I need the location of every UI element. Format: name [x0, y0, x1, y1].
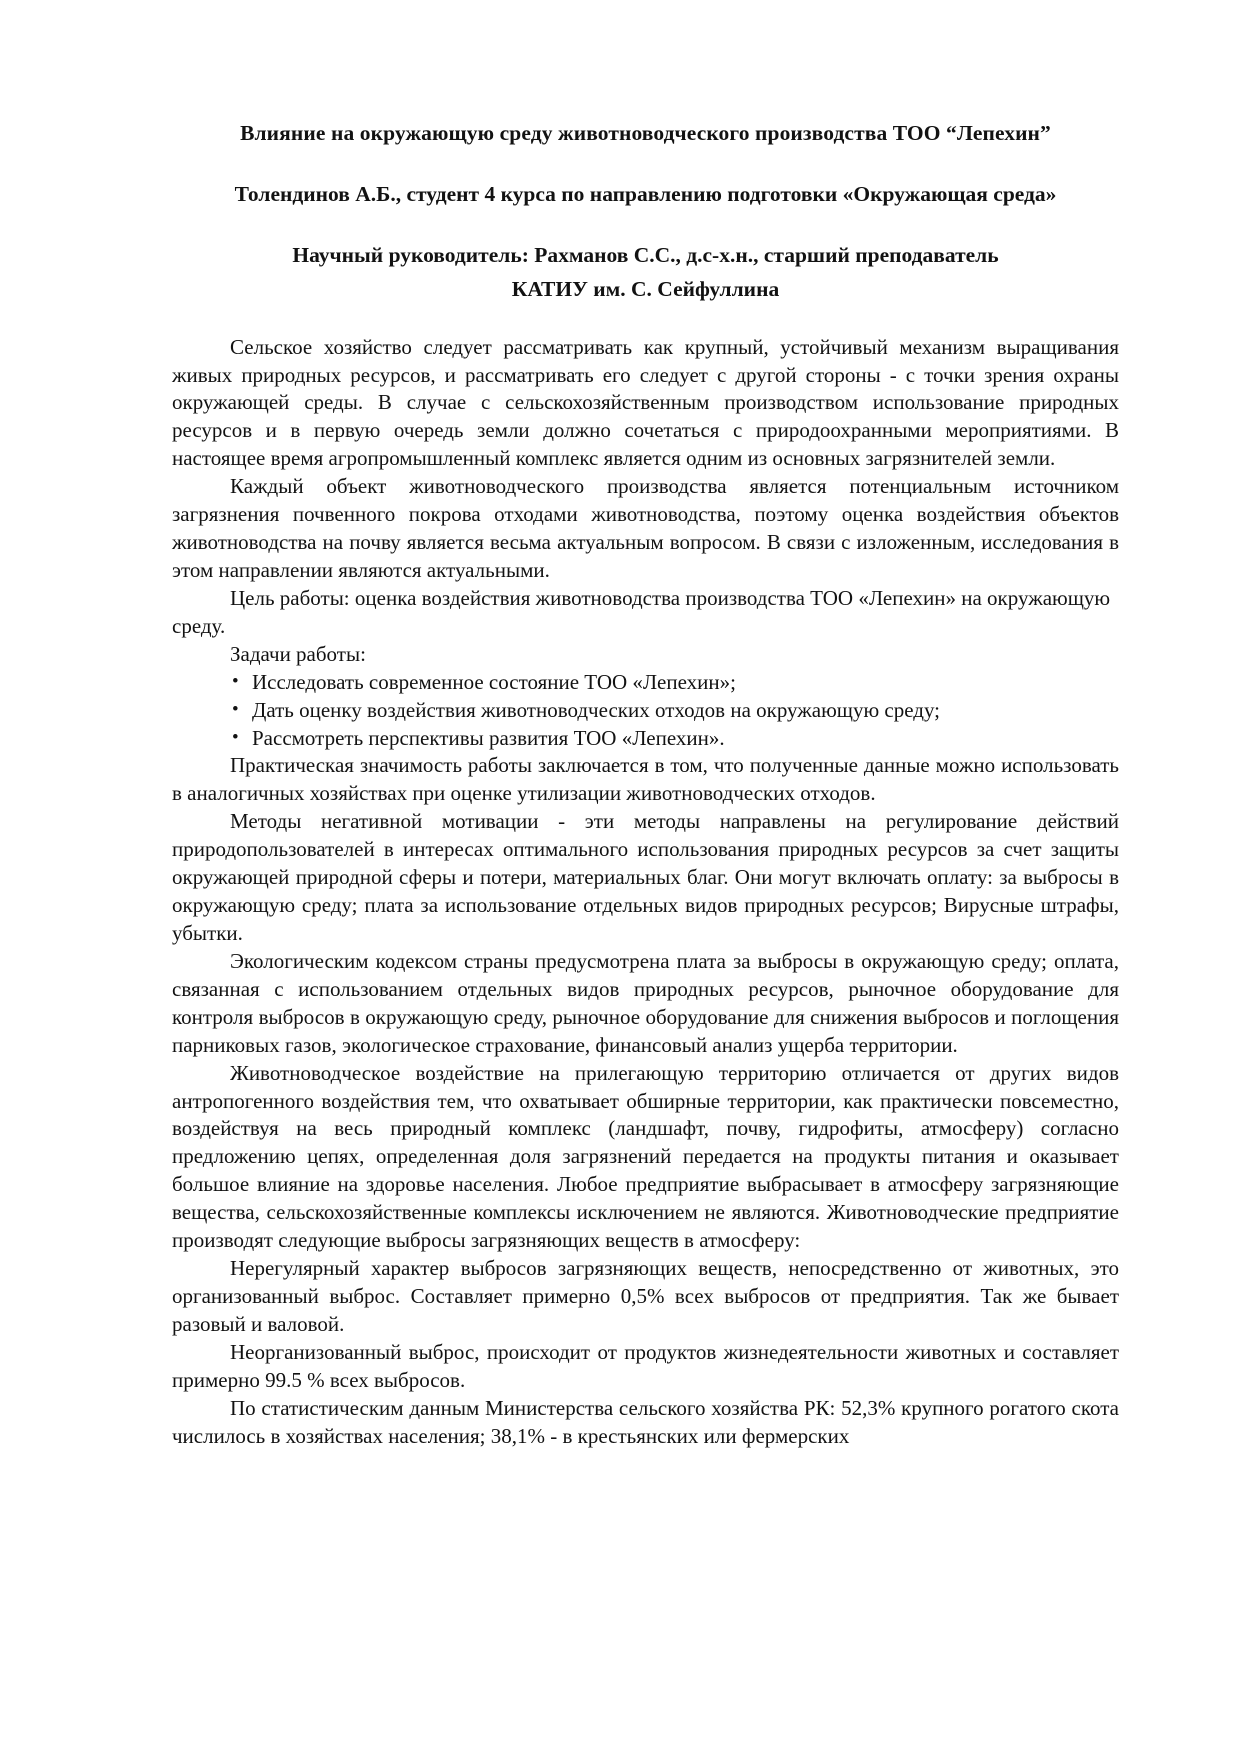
list-item: • Исследовать современное состояние ТОО «Лепехин»; [172, 669, 1119, 697]
body-paragraph: Экологическим кодексом страны предусмотрена плата за выбросы в окружающую среду; оплата, связанная с использованием отдельных видов природных ресурсов, рыночное оборудование для контроля выбросов в окружающую среду, рыночное оборудование для снижения выбросов и поглощения парниковых газов, экологическое страхование, финансовый анализ ущерба территории. [172, 948, 1119, 1057]
affiliation-line: КАТИУ им. С. Сейфуллина [511, 276, 780, 301]
tasks-list [172, 669, 1119, 753]
body-paragraph: Нерегулярный характер выбросов загрязняющих веществ, непосредственно от животных, это организованный выброс. Составляет примерно 0,5% всех выбросов от предприятия. Так же бывает разовый и валовой. [172, 1256, 1119, 1336]
body-paragraph: Неорганизованный выброс, происходит от продуктов жизнедеятельности животных и составляет примерно 99.5 % всех выбросов. [172, 1339, 1119, 1392]
body-paragraph: Методы негативной мотивации - эти методы направлены на регулирование действий природопользователей в интересах оптимального использования природных ресурсов за счет защиты окружающей природной сферы и потери, материальных благ. Они могут включать оплату: за выбросы в окружающую среду; плата за использование отдельных видов природных ресурсов; Вирусные штрафы, убытки. [172, 809, 1119, 945]
body-paragraph: Каждый объект животноводческого производства является потенциальным источником загрязнения почвенного покрова отходами животноводства, поэтому оценка воздействия объектов животноводства на почву является весьма актуальным вопросом. В связи с изложенным, исследования в этом направлении являются актуальными. [172, 474, 1119, 582]
list-item: • Рассмотреть перспективы развития ТОО «Лепехин». [172, 725, 1119, 753]
author-line: Толендинов А.Б., студент 4 курса по направлению подготовки «Окружающая среда» [234, 181, 1057, 206]
supervisor-line: Научный руководитель: Рахманов С.С., д.с-х.н., старший преподаватель [292, 242, 999, 267]
body-paragraph: Сельское хозяйство следует рассматривать как крупный, устойчивый механизм выращивания живых природных ресурсов, и рассматривать его следует с другой стороны - с точки зрения охраны окружающей среды. В случае с сельскохозяйственным производством использование природных ресурсов и в первую очередь земли должно сочетаться с природоохранными мероприятиями. В настоящее время агропромышленный комплекс является одним из основных загрязнителей земли. [172, 334, 1119, 471]
body-paragraph: По статистическим данным Министерства сельского хозяйства РК: 52,3% крупного рогатого скота числилось в хозяйствах населения; 38,1% - в крестьянских или фермерских [172, 1395, 1119, 1448]
page-title: Влияние на окружающую среду животноводческого производства ТОО “Лепехин” [240, 121, 1051, 145]
goal-paragraph: Цель работы: оценка воздействия животноводства производства ТОО «Лепехин» на окружающую среду. [172, 585, 1111, 638]
tasks-heading: Задачи работы: [230, 641, 366, 666]
title-block [172, 120, 1119, 304]
body-paragraph: Практическая значимость работы заключается в том, что полученные данные можно использовать в аналогичных хозяйствах при оценке утилизации животноводческих отходов. [172, 753, 1119, 806]
list-item: • Дать оценку воздействия животноводческих отходов на окружающую среду; [172, 697, 1119, 725]
body-paragraph: Животноводческое воздействие на прилегающую территорию отличается от других видов антропогенного воздействия тем, что охватывает обширные территории, как практически повсеместно, воздействуя на весь природный комплекс (ландшафт, почву, гидрофиты, атмосферу) согласно предложению цепях, определенная доля загрязнений передается на продукты питания и оказывает большое влияние на здоровье населения. Любое предприятие выбрасывает в атмосферу загрязняющие вещества, сельскохозяйственные комплексы исключением не являются. Животноводческие предприятие производят следующие выбросы загрязняющих веществ в атмосферу: [172, 1060, 1119, 1253]
